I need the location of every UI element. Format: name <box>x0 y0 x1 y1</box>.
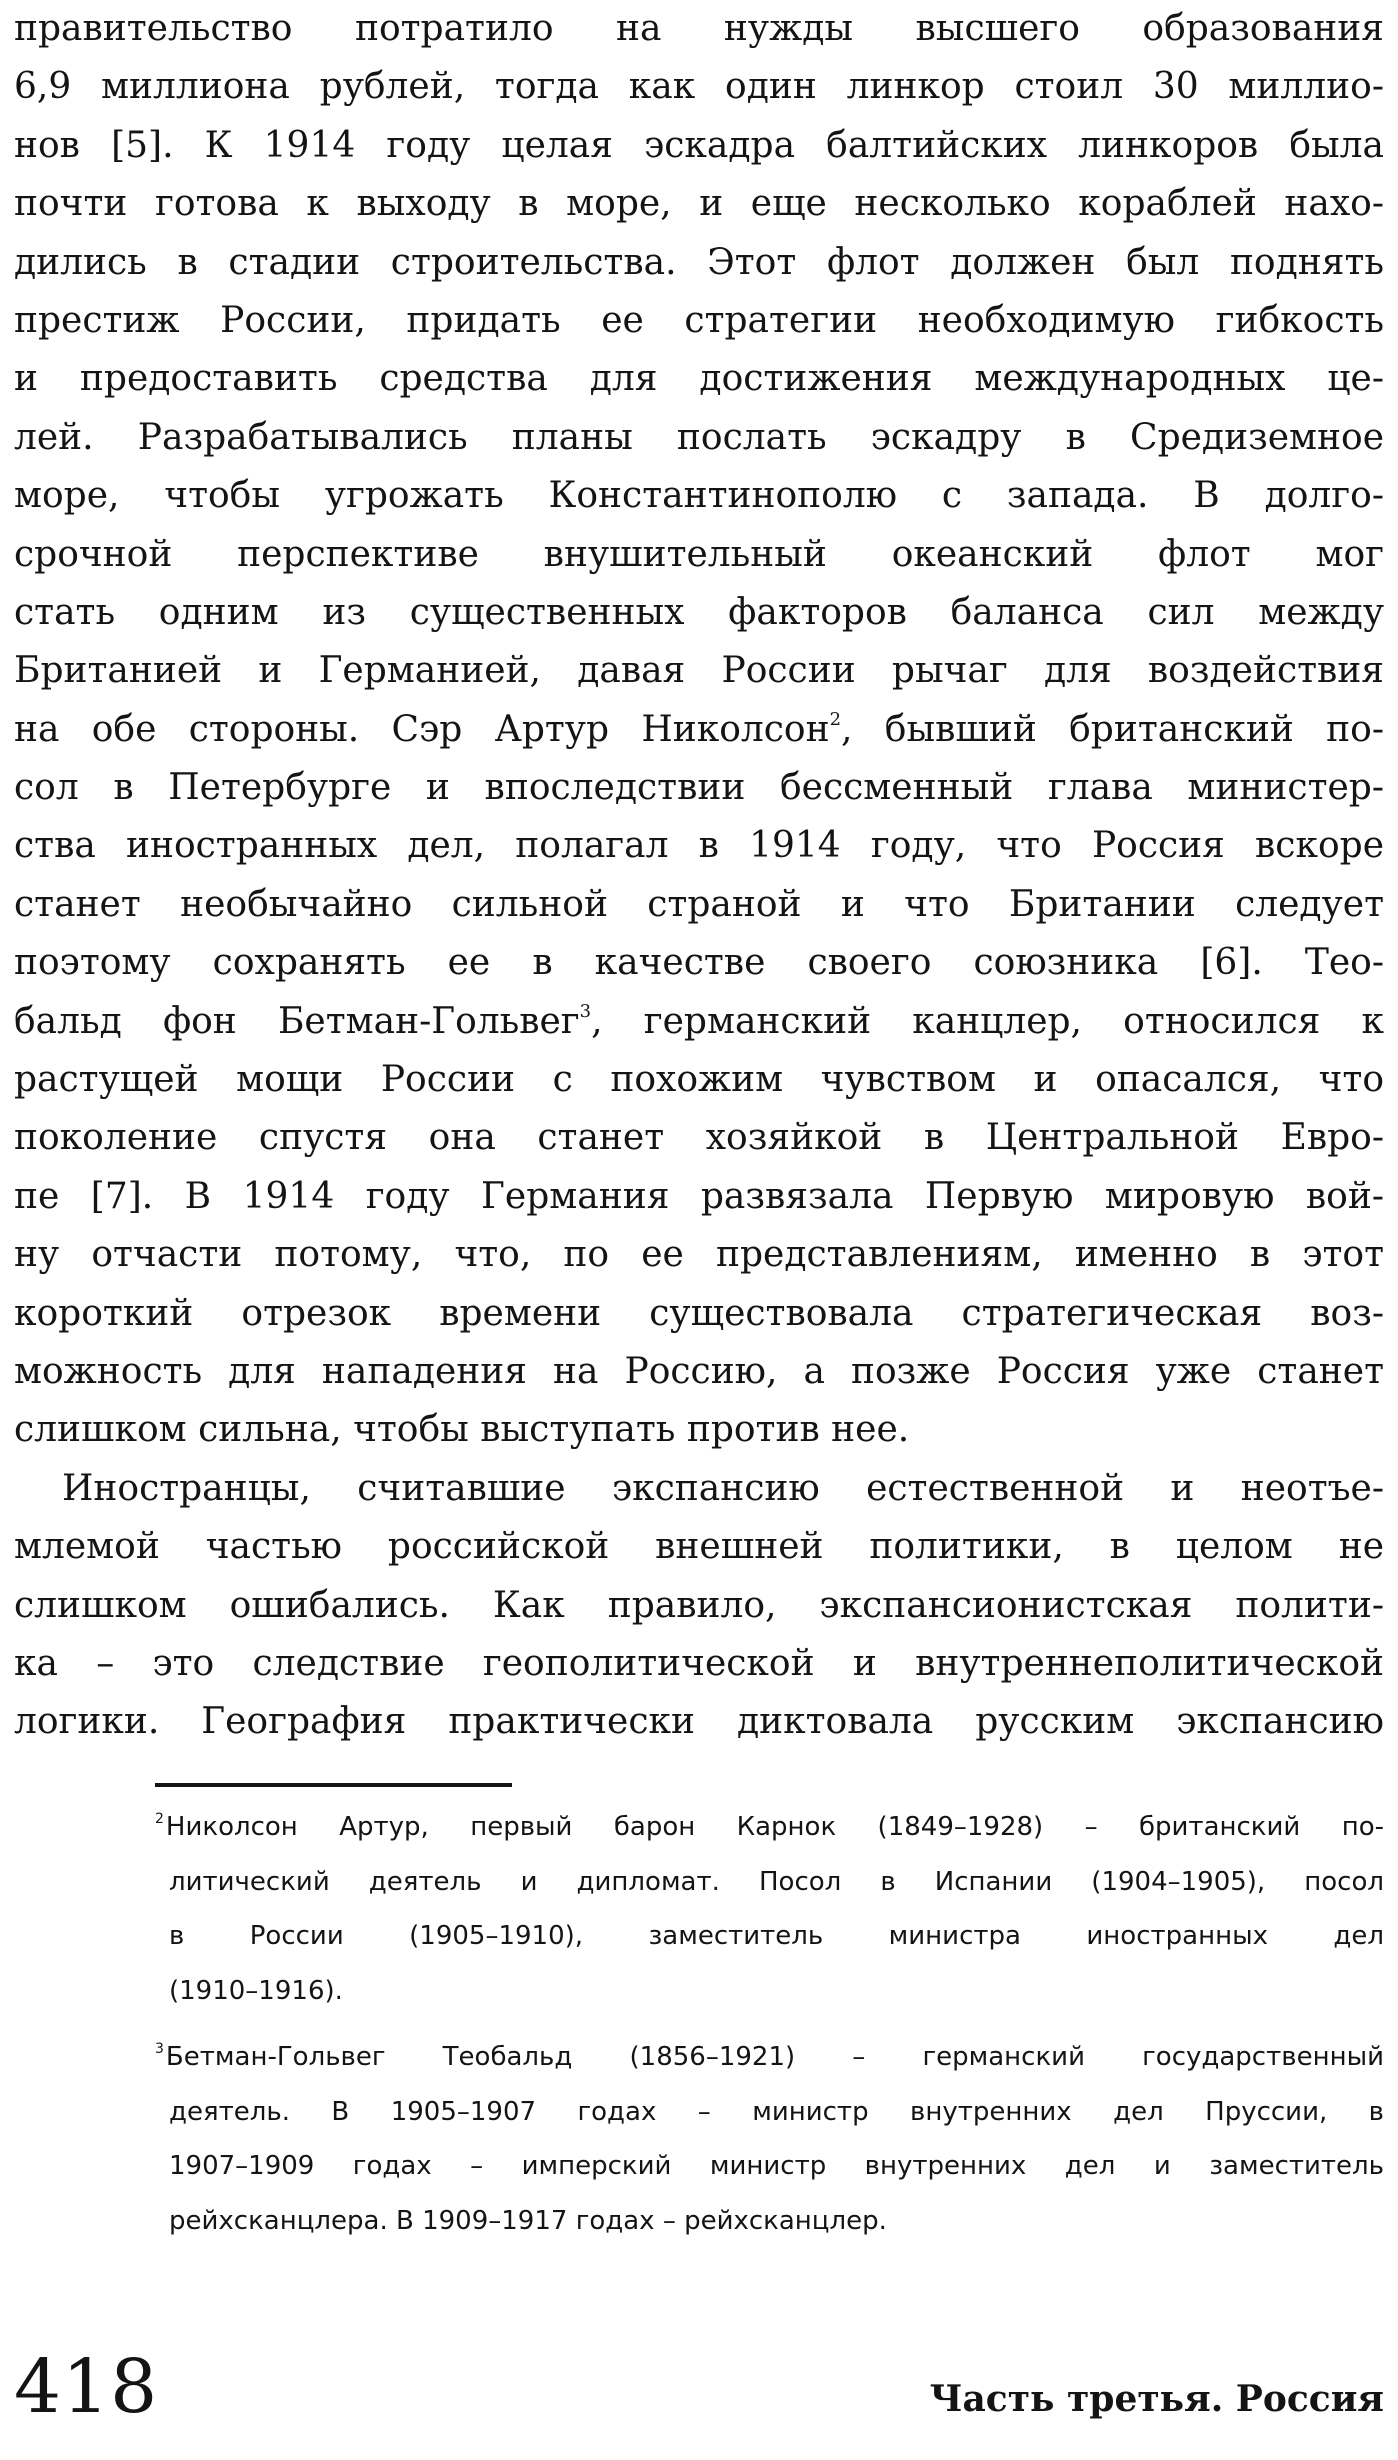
text-line: станет необычайно сильной страной и что Британии следует <box>14 883 1384 925</box>
footnote-text: Николсон Артур, первый барон Карнок (1849–1928) – британский по- <box>165 1812 1384 1842</box>
text-line: и предоставить средства для достижения международных це- <box>14 358 1384 400</box>
text-line: слишком ошибались. Как правило, экспансионистская полити- <box>14 1584 1384 1626</box>
text-line: престиж России, придать ее стратегии необходимую гибкость <box>14 299 1384 341</box>
footnote-line: 1907–1909 годах – имперский министр внутренних дел и заместитель <box>169 2151 1384 2181</box>
text-line: пе [7]. В 1914 году Германия развязала Первую мировую вой- <box>14 1175 1384 1217</box>
footnote-ref-2: 2 <box>829 708 842 730</box>
text-line: логики. География практически диктовала русским экспансию <box>14 1701 1384 1743</box>
text-fragment: на обе стороны. Сэр Артур Николсон <box>14 708 830 750</box>
footnote-line <box>155 1800 1384 1855</box>
text-line-with-footnote-ref <box>14 993 1384 1051</box>
text-line: ка – это следствие геополитической и внутреннеполитической <box>14 1642 1384 1684</box>
text-fragment: , бывший британский по- <box>841 708 1384 750</box>
text-line-with-footnote-ref <box>14 701 1384 759</box>
footnote-line: литический деятель и дипломат. Посол в Испании (1904–1905), посол <box>169 1866 1384 1897</box>
text-fragment: бальд фон Бетман-Гольвег <box>14 1000 580 1042</box>
text-line: млемой частью российской внешней политики, в целом не <box>14 1526 1384 1568</box>
text-line: ну отчасти потому, что, по ее представлениям, именно в этот <box>14 1234 1384 1276</box>
footnote-ref-3: 3 <box>579 1000 592 1022</box>
text-line: сол в Петербурге и впоследствии бессменный глава министер- <box>14 767 1384 809</box>
footnote-line: в России (1905–1910), заместитель министра иностранных дел <box>169 1921 1384 1951</box>
footnote-mark-3: 3 <box>155 2041 164 2058</box>
footnote-line: рейхсканцлера. В 1909–1917 годах – рейхсканцлер. <box>169 2205 887 2236</box>
main-text <box>14 0 1384 1752</box>
running-title: Часть третья. Россия <box>929 2378 1384 2420</box>
footnote-line <box>155 2030 1384 2085</box>
text-line: срочной перспективе внушительный океанский флот мог <box>14 533 1384 575</box>
text-line: нов [5]. К 1914 году целая эскадра балтийских линкоров была <box>14 124 1384 166</box>
text-line: правительство потратило на нужды высшего образования <box>14 8 1384 49</box>
page-number: 418 <box>14 2344 159 2430</box>
text-line: лей. Разрабатывались планы послать эскадру в Средиземное <box>14 416 1384 458</box>
footnote-divider <box>155 1783 512 1787</box>
text-line: 6,9 миллиона рублей, тогда как один линкор стоил 30 миллио- <box>14 66 1384 108</box>
text-line: Британией и Германией, давая России рычаг для воздействия <box>14 650 1384 692</box>
text-line: слишком сильна, чтобы выступать против нее. <box>14 1409 910 1451</box>
text-line: стать одним из существенных факторов баланса сил между <box>14 591 1384 633</box>
text-line: дились в стадии строительства. Этот флот должен был поднять <box>14 241 1384 283</box>
text-fragment: , германский канцлер, относился к <box>591 1000 1384 1042</box>
text-line: поэтому сохранять ее в качестве своего союзника [6]. Тео- <box>14 942 1384 984</box>
text-line: растущей мощи России с похожим чувством и опасался, что <box>14 1059 1384 1101</box>
footnote-line: (1910–1916). <box>169 1975 343 2006</box>
text-line: почти готова к выходу в море, и еще несколько кораблей нахо- <box>14 183 1384 225</box>
text-line: короткий отрезок времени существовала стратегическая воз- <box>14 1292 1384 1334</box>
paragraph-start-line: Иностранцы, считавшие экспансию естественной и неотъе- <box>62 1467 1384 1509</box>
footnote-line: деятель. В 1905–1907 годах – министр внутренних дел Пруссии, в <box>169 2096 1384 2127</box>
footnote-mark-2: 2 <box>155 1811 164 1828</box>
text-line: поколение спустя она станет хозяйкой в Центральной Евро- <box>14 1117 1384 1159</box>
text-line: море, чтобы угрожать Константинополю с запада. В долго- <box>14 475 1384 517</box>
text-line: можность для нападения на Россию, а позже Россия уже станет <box>14 1350 1384 1392</box>
text-line: ства иностранных дел, полагал в 1914 году, что Россия вскоре <box>14 825 1384 867</box>
footnote-text: Бетман-Гольвег Теобальд (1856–1921) – германский государственный <box>165 2042 1384 2072</box>
footnotes <box>155 1800 1384 2248</box>
